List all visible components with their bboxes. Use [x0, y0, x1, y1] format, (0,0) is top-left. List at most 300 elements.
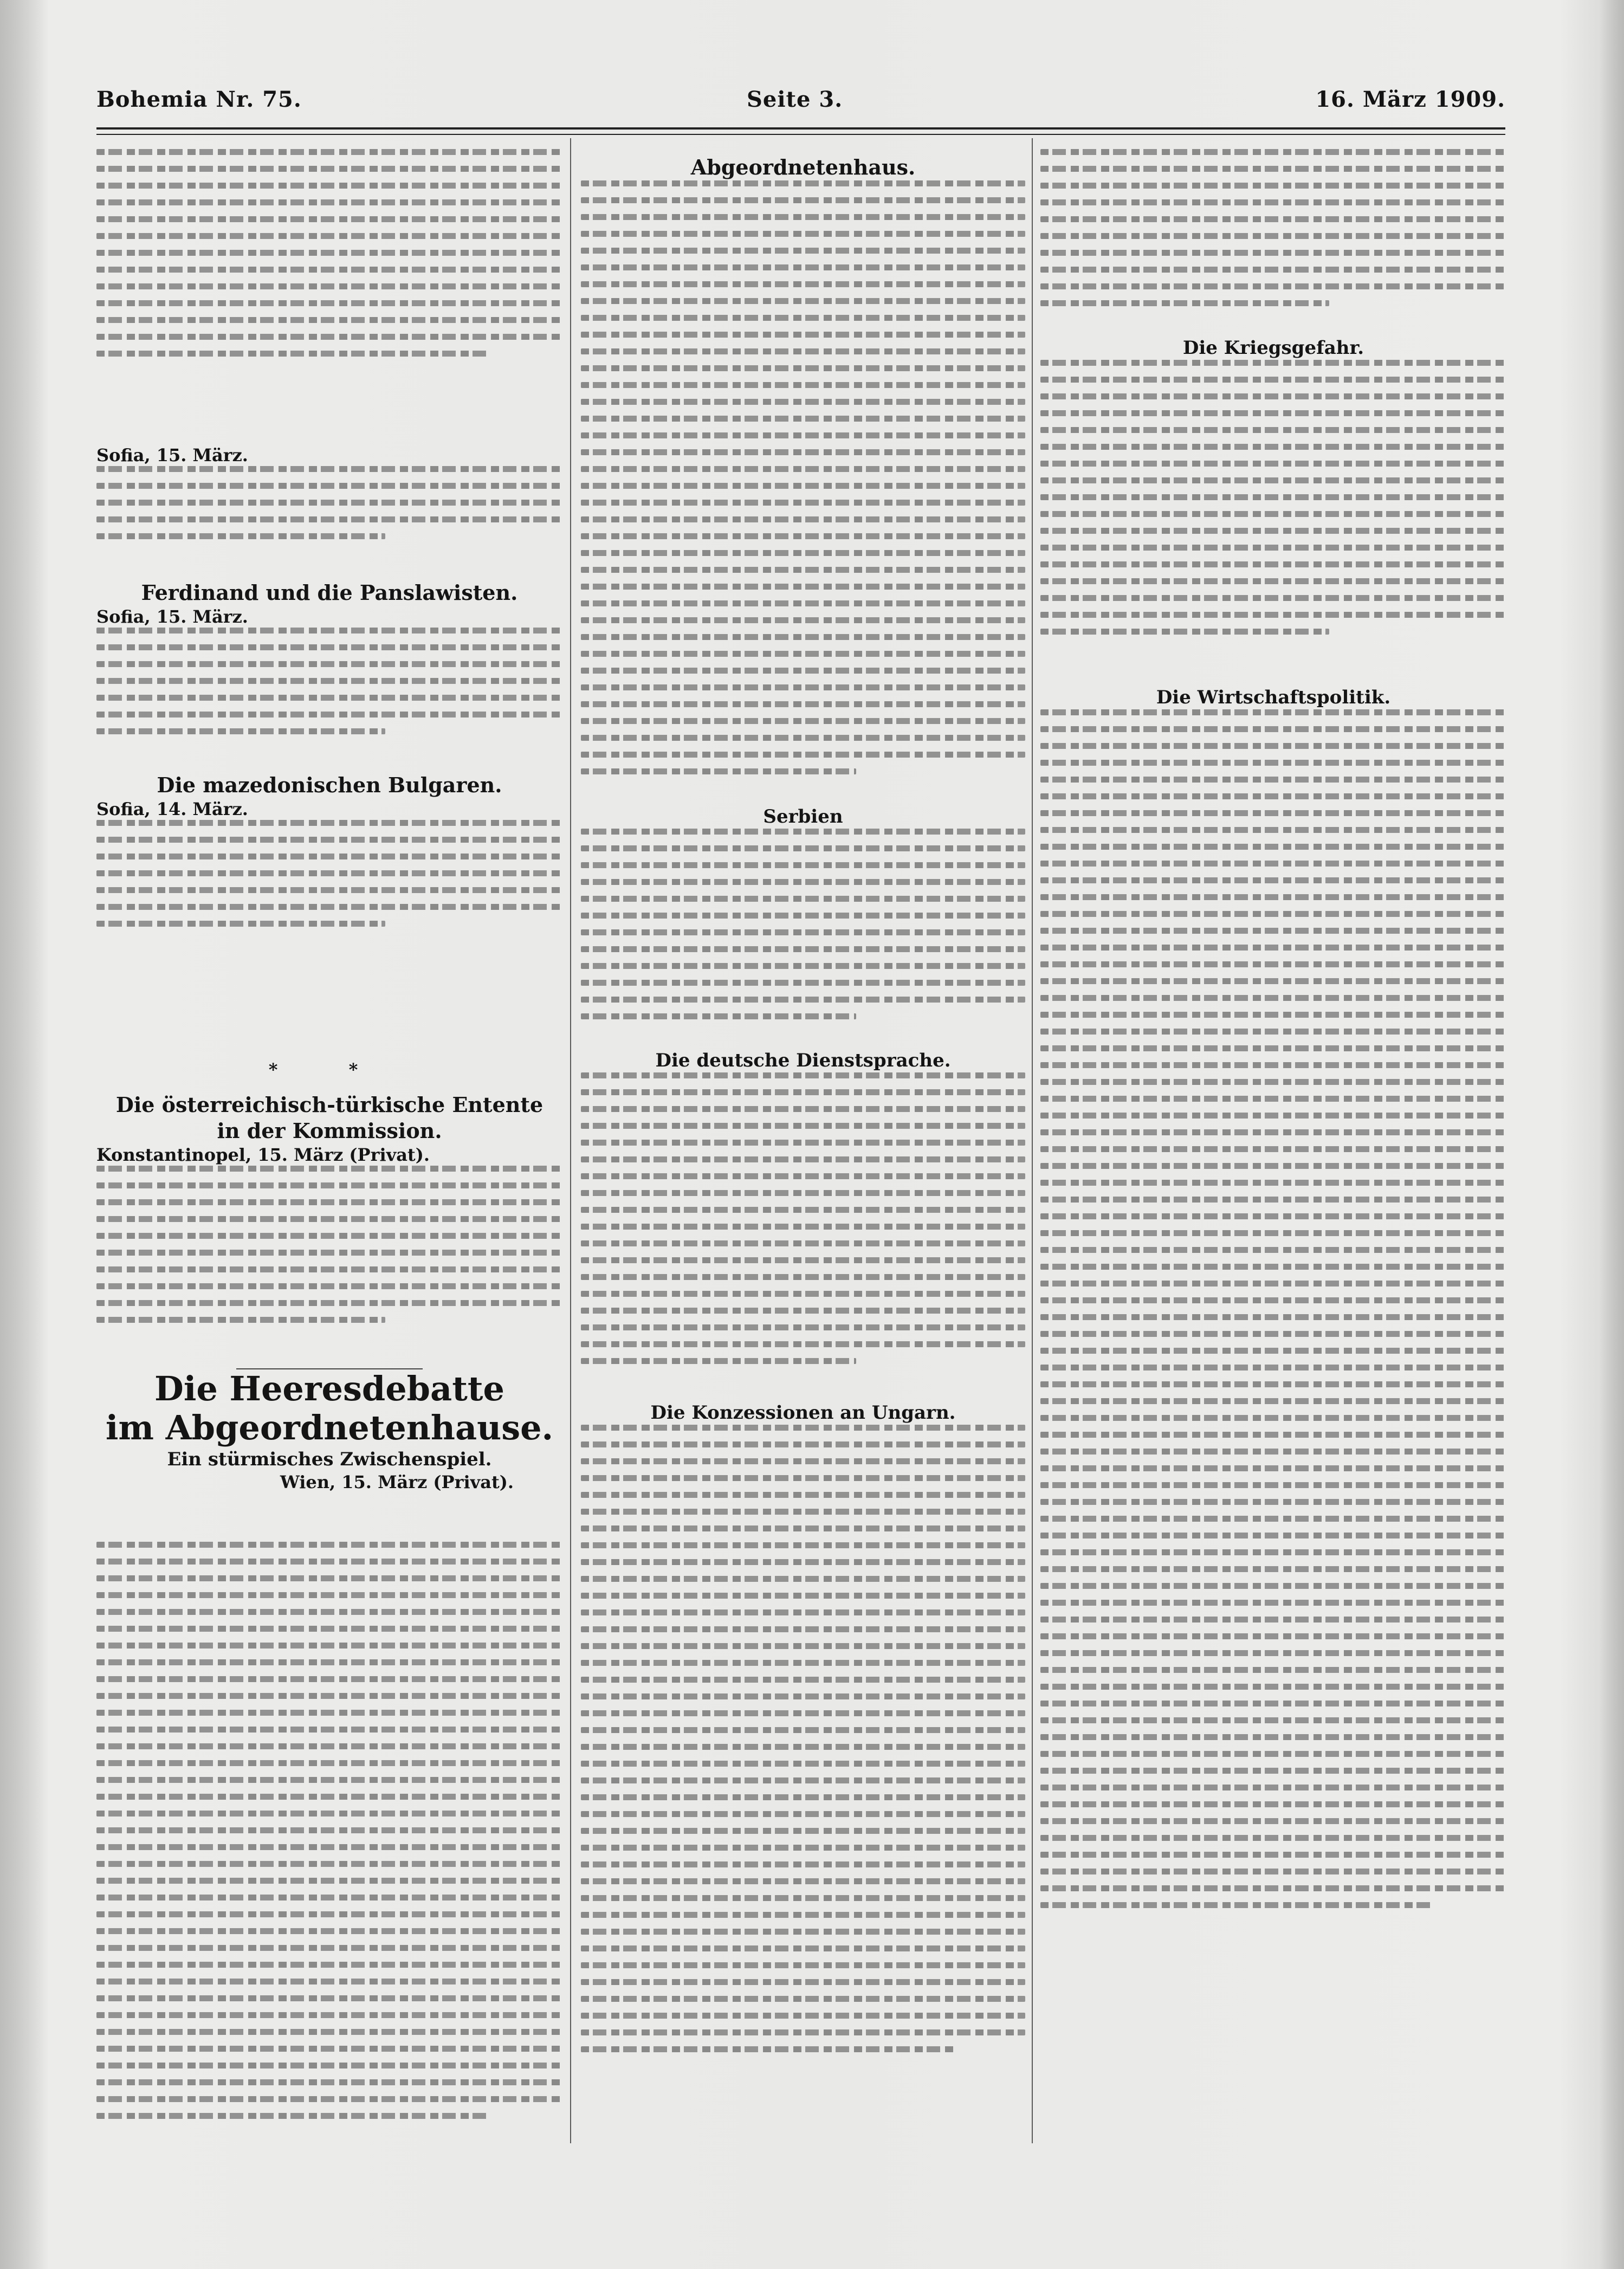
article-subtitle: Ein stürmisches Zwischenspiel.	[167, 1449, 492, 1470]
illegible-text-line	[581, 1425, 1025, 1431]
illegible-text-line	[581, 399, 1025, 405]
illegible-text-line	[96, 466, 562, 472]
article-heading: Ferdinand und die Panslawisten.	[141, 580, 518, 605]
illegible-text-line	[1040, 360, 1506, 366]
illegible-text-line	[1040, 1230, 1506, 1236]
illegible-text-line	[581, 896, 1025, 902]
illegible-text-line	[1040, 995, 1506, 1001]
illegible-text-line	[1040, 183, 1506, 189]
illegible-text-line	[581, 1013, 856, 1019]
illegible-text-line	[96, 1693, 562, 1699]
article-heading: Serbien	[763, 806, 843, 828]
illegible-text-line	[96, 1233, 562, 1239]
illegible-text-line	[581, 768, 856, 774]
illegible-text-line	[581, 500, 1025, 506]
paper-name-issue: Bohemia Nr. 75.	[96, 87, 302, 112]
article-konzessionen	[581, 1401, 1025, 2063]
section-divider-stars: * *	[268, 1059, 391, 1080]
illegible-text-line	[581, 1458, 1025, 1464]
article-heading: Die deutsche Dienstsprache.	[655, 1050, 951, 1071]
illegible-text-line	[96, 516, 562, 522]
illegible-text-line	[581, 1710, 1025, 1716]
article-wirtschaftspolitik	[1040, 686, 1506, 1919]
illegible-text-line	[96, 233, 562, 239]
illegible-text-line	[581, 382, 1025, 388]
illegible-text-line	[96, 1777, 562, 1783]
illegible-text-line	[96, 283, 562, 289]
illegible-text-line	[1040, 961, 1506, 967]
illegible-text-line	[96, 2012, 562, 2018]
illegible-text-line	[96, 1911, 562, 1917]
illegible-text-line	[581, 1693, 1025, 1699]
illegible-text-line	[96, 1575, 562, 1581]
illegible-text-line	[581, 1274, 1025, 1280]
illegible-text-line	[1040, 477, 1506, 483]
illegible-text-line	[581, 516, 1025, 522]
dateline: Sofia, 15. März.	[96, 606, 248, 627]
illegible-text-line	[581, 997, 1025, 1003]
page-edge-shadow	[1600, 0, 1624, 2269]
article-kriegsgefahr	[1040, 336, 1506, 645]
illegible-text-line	[96, 1283, 562, 1289]
illegible-text-line	[96, 1794, 562, 1800]
illegible-text-line	[1040, 911, 1506, 917]
article-body	[96, 1542, 562, 2130]
illegible-text-line	[581, 1677, 1025, 1683]
illegible-text-line	[581, 231, 1025, 237]
illegible-text-line	[1040, 709, 1506, 715]
illegible-text-line	[1040, 978, 1506, 984]
illegible-text-line	[96, 1945, 562, 1951]
article-heading: Die Konzessionen an Ungarn.	[650, 1402, 956, 1424]
illegible-text-line	[96, 166, 562, 172]
illegible-text-line	[96, 1743, 562, 1749]
illegible-text-line	[581, 1291, 1025, 1297]
illegible-text-line	[581, 1727, 1025, 1733]
illegible-text-line	[96, 1659, 562, 1665]
illegible-text-line	[1040, 1801, 1506, 1807]
illegible-text-line	[581, 946, 1025, 952]
illegible-text-line	[581, 1257, 1025, 1263]
illegible-text-line	[581, 668, 1025, 674]
illegible-text-line	[96, 1827, 562, 1833]
illegible-text-line	[1040, 444, 1506, 450]
illegible-text-line	[581, 1996, 1025, 2002]
illegible-text-line	[96, 1317, 385, 1323]
illegible-text-line	[96, 837, 562, 843]
illegible-text-line	[1040, 827, 1506, 833]
illegible-text-line	[96, 887, 562, 893]
illegible-text-line	[96, 250, 562, 256]
illegible-text-line	[1040, 1029, 1506, 1035]
illegible-text-line	[96, 2113, 488, 2119]
column-3	[1040, 138, 1506, 2143]
illegible-text-line	[96, 1878, 562, 1884]
illegible-text-line	[581, 1895, 1025, 1901]
illegible-text-line	[1040, 1902, 1432, 1908]
illegible-text-line	[581, 1207, 1025, 1213]
illegible-text-line	[96, 1166, 562, 1172]
illegible-text-line	[581, 1828, 1025, 1834]
illegible-text-line	[1040, 1449, 1506, 1455]
header-rule	[96, 127, 1505, 135]
illegible-text-line	[581, 1525, 1025, 1531]
illegible-text-line	[1040, 461, 1506, 467]
illegible-text-line	[96, 334, 562, 340]
main-article-title: Die Heeresdebatte	[154, 1369, 504, 1408]
illegible-text-line	[1040, 760, 1506, 766]
illegible-text-line	[581, 1341, 1025, 1347]
illegible-text-line	[581, 281, 1025, 287]
illegible-text-line	[581, 1794, 1025, 1800]
illegible-text-line	[1040, 1129, 1506, 1135]
illegible-text-line	[96, 1710, 562, 1716]
illegible-text-line	[581, 980, 1025, 986]
illegible-text-line	[1040, 1348, 1506, 1354]
illegible-text-line	[581, 1643, 1025, 1649]
article-bulgaren	[96, 772, 562, 938]
illegible-text-line	[581, 701, 1025, 707]
illegible-text-line	[1040, 1012, 1506, 1018]
illegible-text-line	[96, 712, 562, 717]
illegible-text-line	[96, 1199, 562, 1205]
illegible-text-line	[581, 929, 1025, 935]
illegible-text-line	[1040, 528, 1506, 534]
illegible-text-line	[96, 533, 385, 539]
column-rule	[1032, 138, 1033, 2143]
illegible-text-line	[581, 466, 1025, 472]
illegible-text-line	[1040, 743, 1506, 749]
illegible-text-line	[1040, 877, 1506, 883]
illegible-text-line	[96, 1962, 562, 1968]
illegible-text-line	[581, 483, 1025, 489]
illegible-text-line	[581, 913, 1025, 919]
page-number: Seite 3.	[747, 87, 843, 112]
illegible-text-line	[581, 1123, 1025, 1129]
column-rule	[570, 138, 571, 2143]
illegible-text-line	[581, 1542, 1025, 1548]
illegible-text-line	[96, 1928, 562, 1934]
illegible-text-line	[581, 1324, 1025, 1330]
illegible-text-line	[581, 584, 1025, 590]
illegible-text-line	[96, 1250, 562, 1256]
illegible-text-line	[1040, 1381, 1506, 1387]
news-item-sofia	[96, 444, 562, 550]
illegible-text-line	[581, 432, 1025, 438]
illegible-text-line	[581, 651, 1025, 657]
illegible-text-line	[1040, 1600, 1506, 1606]
illegible-text-line	[1040, 1314, 1506, 1320]
article-serbien	[581, 805, 1025, 1030]
illegible-text-line	[96, 904, 562, 910]
illegible-text-line	[581, 1861, 1025, 1867]
illegible-text-line	[581, 365, 1025, 371]
illegible-text-line	[1040, 928, 1506, 934]
illegible-text-line	[1040, 1247, 1506, 1253]
illegible-text-line	[1040, 149, 1506, 155]
illegible-text-line	[581, 348, 1025, 354]
illegible-text-line	[581, 1475, 1025, 1481]
illegible-text-line	[96, 661, 562, 667]
illegible-text-line	[581, 1173, 1025, 1179]
illegible-text-line	[581, 1979, 1025, 1985]
illegible-text-line	[1040, 1062, 1506, 1068]
illegible-text-line	[96, 1643, 562, 1649]
illegible-text-line	[1040, 793, 1506, 799]
illegible-text-line	[1040, 1297, 1506, 1303]
illegible-text-line	[1040, 861, 1506, 867]
illegible-text-line	[1040, 250, 1506, 256]
illegible-text-line	[581, 1358, 856, 1364]
article-heading: Die mazedonischen Bulgaren.	[157, 773, 502, 797]
illegible-text-line	[1040, 1415, 1506, 1421]
illegible-text-line	[1040, 1398, 1506, 1404]
article-heading: Die Kriegsgefahr.	[1182, 337, 1364, 359]
illegible-text-line	[96, 1676, 562, 1682]
illegible-text-line	[96, 870, 562, 876]
illegible-text-line	[96, 1559, 562, 1565]
illegible-text-line	[581, 248, 1025, 254]
illegible-text-line	[581, 1744, 1025, 1750]
illegible-text-line	[1040, 1197, 1506, 1203]
article-heading: Die Wirtschaftspolitik.	[1156, 687, 1391, 708]
illegible-text-line	[96, 695, 562, 701]
illegible-text-line	[1040, 1566, 1506, 1572]
article-body-continued	[1040, 149, 1506, 317]
illegible-text-line	[1040, 1701, 1506, 1706]
illegible-text-line	[1040, 1684, 1506, 1690]
illegible-text-line	[96, 1979, 562, 1984]
illegible-text-line	[1040, 1213, 1506, 1219]
column-1	[96, 138, 562, 2143]
illegible-text-line	[581, 2029, 1025, 2035]
illegible-text-line	[581, 1945, 1025, 1951]
illegible-text-line	[1040, 511, 1506, 517]
illegible-text-line	[1040, 1617, 1506, 1622]
illegible-text-line	[96, 628, 562, 633]
illegible-text-line	[1040, 1045, 1506, 1051]
illegible-text-line	[1040, 1465, 1506, 1471]
illegible-text-line	[581, 533, 1025, 539]
illegible-text-line	[581, 1072, 1025, 1078]
illegible-text-line	[581, 567, 1025, 573]
illegible-text-line	[1040, 1835, 1506, 1841]
illegible-text-line	[1040, 494, 1506, 500]
illegible-text-line	[581, 197, 1025, 203]
illegible-text-line	[581, 1811, 1025, 1817]
illegible-text-line	[1040, 1281, 1506, 1287]
illegible-text-line	[581, 416, 1025, 422]
page-header	[96, 87, 1505, 130]
illegible-text-line	[1040, 1734, 1506, 1740]
illegible-text-line	[1040, 1499, 1506, 1505]
dateline: Sofia, 15. März.	[96, 445, 248, 466]
illegible-text-line	[96, 1861, 562, 1867]
illegible-text-line	[581, 735, 1025, 741]
illegible-text-line	[581, 752, 1025, 758]
illegible-text-line	[581, 1609, 1025, 1615]
illegible-text-line	[96, 1266, 562, 1272]
illegible-text-line	[1040, 427, 1506, 433]
illegible-text-line	[1040, 1885, 1506, 1891]
illegible-text-line	[581, 1878, 1025, 1884]
article-heading-line-2: in der Kommission.	[217, 1119, 442, 1143]
illegible-text-line	[1040, 1785, 1506, 1790]
issue-date: 16. März 1909.	[1315, 87, 1505, 112]
illegible-text-line	[96, 2046, 562, 2052]
illegible-text-line	[96, 2079, 562, 2085]
illegible-text-line	[96, 1844, 562, 1850]
illegible-text-line	[581, 684, 1025, 690]
illegible-text-line	[581, 1106, 1025, 1112]
illegible-text-line	[1040, 595, 1506, 601]
column-2	[581, 138, 1025, 2143]
illegible-text-line	[1040, 1432, 1506, 1438]
illegible-text-line	[96, 921, 385, 927]
illegible-text-line	[581, 617, 1025, 623]
illegible-text-line	[96, 1609, 562, 1615]
illegible-text-line	[1040, 561, 1506, 567]
illegible-text-line	[1040, 1163, 1506, 1169]
illegible-text-line	[581, 1224, 1025, 1230]
dateline: Konstantinopel, 15. März (Privat).	[96, 1145, 430, 1165]
article-heading: Die österreichisch-türkische Entente	[115, 1093, 544, 1117]
illegible-text-line	[1040, 1079, 1506, 1085]
illegible-text-line	[96, 1895, 562, 1900]
illegible-text-line	[1040, 1717, 1506, 1723]
illegible-text-line	[581, 1962, 1025, 1968]
article-heeresdebatte	[96, 1368, 562, 1493]
illegible-text-line	[96, 267, 562, 273]
illegible-text-line	[581, 845, 1025, 851]
illegible-text-line	[1040, 545, 1506, 551]
illegible-text-line	[96, 183, 562, 189]
illegible-text-line	[581, 2046, 954, 2052]
illegible-text-line	[1040, 1852, 1506, 1858]
illegible-text-line	[581, 1156, 1025, 1162]
illegible-text-line	[581, 1576, 1025, 1582]
illegible-text-line	[1040, 945, 1506, 951]
illegible-text-line	[581, 1777, 1025, 1783]
illegible-text-line	[581, 180, 1025, 186]
illegible-text-line	[1040, 267, 1506, 273]
illegible-text-line	[96, 199, 562, 205]
illegible-text-line	[1040, 1365, 1506, 1371]
illegible-text-line	[1040, 726, 1506, 732]
illegible-text-line	[581, 1140, 1025, 1146]
illegible-text-line	[96, 2063, 562, 2068]
illegible-text-line	[1040, 1869, 1506, 1874]
illegible-text-line	[1040, 777, 1506, 783]
illegible-text-line	[96, 1811, 562, 1817]
illegible-text-line	[1040, 1818, 1506, 1824]
illegible-text-line	[1040, 1096, 1506, 1102]
illegible-text-line	[581, 1089, 1025, 1095]
illegible-text-line	[96, 351, 488, 357]
illegible-text-line	[581, 1240, 1025, 1246]
article-heading: Abgeordnetenhaus.	[690, 155, 916, 179]
illegible-text-line	[581, 550, 1025, 556]
main-article-title-line-2: im Abgeordnetenhause.	[105, 1408, 554, 1447]
illegible-text-line	[581, 1492, 1025, 1498]
illegible-text-line	[581, 1593, 1025, 1599]
illegible-text-line	[1040, 629, 1329, 635]
illegible-text-line	[96, 854, 562, 859]
article-ferdinand	[96, 580, 562, 745]
illegible-text-line	[1040, 1331, 1506, 1337]
illegible-text-line	[1040, 1633, 1506, 1639]
illegible-text-line	[1040, 283, 1506, 289]
illegible-text-line	[581, 1308, 1025, 1314]
dateline: Wien, 15. März (Privat).	[280, 1472, 514, 1492]
illegible-text-line	[1040, 410, 1506, 416]
illegible-text-line	[96, 317, 562, 323]
illegible-text-line	[1040, 894, 1506, 900]
illegible-text-line	[581, 1912, 1025, 1918]
dateline: Sofia, 14. März.	[96, 799, 248, 819]
illegible-text-line	[581, 1626, 1025, 1632]
illegible-text-line	[1040, 1533, 1506, 1538]
illegible-text-line	[96, 216, 562, 222]
illegible-text-line	[581, 1559, 1025, 1565]
illegible-text-line	[96, 500, 562, 506]
illegible-text-line	[96, 483, 562, 489]
illegible-text-line	[581, 1761, 1025, 1767]
illegible-text-line	[1040, 1180, 1506, 1186]
illegible-text-line	[96, 1542, 562, 1548]
illegible-text-line	[1040, 1583, 1506, 1589]
illegible-text-line	[581, 963, 1025, 969]
illegible-text-line	[96, 2029, 562, 2035]
article-dienstsprache	[581, 1049, 1025, 1375]
illegible-text-line	[581, 634, 1025, 640]
illegible-text-line	[96, 1592, 562, 1598]
illegible-text-line	[581, 1441, 1025, 1447]
illegible-text-line	[581, 214, 1025, 220]
illegible-text-line	[96, 644, 562, 650]
illegible-text-line	[581, 829, 1025, 835]
illegible-text-line	[581, 600, 1025, 606]
illegible-text-line	[1040, 1768, 1506, 1774]
illegible-text-line	[1040, 844, 1506, 850]
illegible-text-line	[1040, 233, 1506, 239]
illegible-text-line	[96, 1300, 562, 1306]
illegible-text-line	[581, 449, 1025, 455]
illegible-text-line	[96, 1727, 562, 1733]
illegible-text-line	[1040, 578, 1506, 584]
illegible-text-line	[1040, 1549, 1506, 1555]
illegible-text-line	[96, 149, 562, 155]
illegible-text-line	[96, 1995, 562, 2001]
illegible-text-line	[1040, 1482, 1506, 1488]
illegible-text-line	[581, 2013, 1025, 2019]
illegible-text-line	[581, 1845, 1025, 1851]
article-entente	[96, 1092, 562, 1334]
illegible-text-line	[1040, 377, 1506, 383]
illegible-text-line	[581, 1509, 1025, 1515]
article-abgeordnetenhaus	[581, 154, 1025, 785]
illegible-text-line	[1040, 1113, 1506, 1119]
illegible-text-line	[1040, 810, 1506, 816]
illegible-text-line	[1040, 1264, 1506, 1270]
illegible-text-line	[96, 2096, 562, 2102]
illegible-text-line	[1040, 1667, 1506, 1673]
illegible-text-line	[581, 1660, 1025, 1666]
article-body-continued	[96, 149, 562, 367]
illegible-text-line	[581, 298, 1025, 304]
illegible-text-line	[96, 1626, 562, 1632]
illegible-text-line	[1040, 166, 1506, 172]
